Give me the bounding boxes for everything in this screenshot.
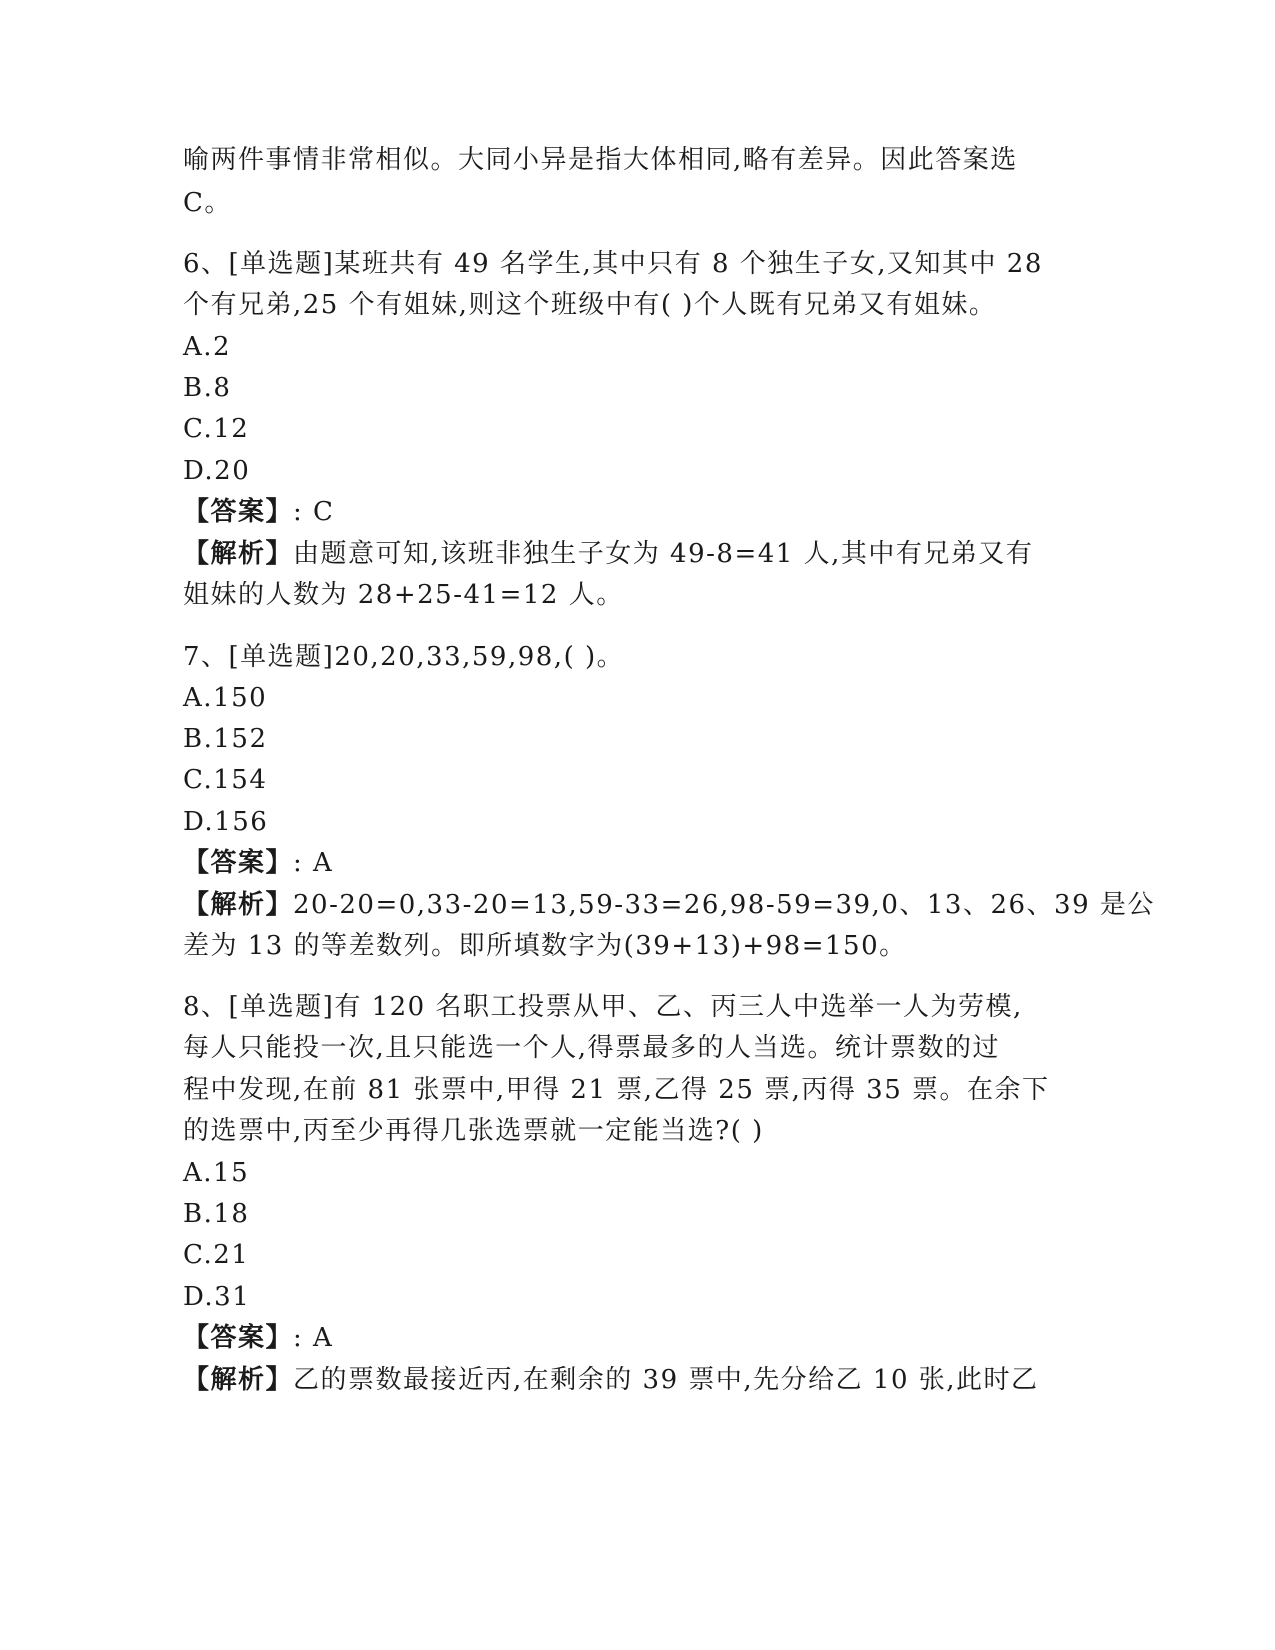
analysis-label: 【解析】 bbox=[183, 890, 294, 920]
analysis-text: 20-20=0,33-20=13,59-33=26,98-59=39,0、13、26、39 是公 bbox=[293, 890, 1155, 920]
analysis-text: 乙的票数最接近丙,在剩余的 39 票中,先分给乙 10 张,此时乙 bbox=[293, 1365, 1039, 1395]
intro-line-2: C。 bbox=[183, 188, 232, 218]
answer-label: 【答案】 bbox=[183, 1323, 294, 1353]
question-8-stem-line-2: 每人只能投一次,且只能选一个人,得票最多的人当选。统计票数的过 bbox=[183, 1033, 1001, 1063]
question-6-stem-line-1: 6、[单选题]某班共有 49 名学生,其中只有 8 个独生子女,又知其中 28 bbox=[183, 249, 1043, 279]
question-8-answer bbox=[183, 1321, 333, 1355]
answer-label: 【答案】 bbox=[183, 497, 294, 527]
question-7-option-d: D.156 bbox=[183, 807, 269, 837]
question-7-analysis-line-1 bbox=[183, 888, 1155, 922]
answer-value: : A bbox=[293, 848, 334, 878]
question-8-stem-line-4: 的选票中,丙至少再得几张选票就一定能当选?( ) bbox=[183, 1116, 764, 1146]
question-6-stem-line-2: 个有兄弟,25 个有姐妹,则这个班级中有( )个人既有兄弟又有姐妹。 bbox=[183, 290, 997, 320]
question-7-option-b: B.152 bbox=[183, 724, 268, 754]
analysis-label: 【解析】 bbox=[183, 1365, 294, 1395]
question-8-option-d: D.31 bbox=[183, 1282, 251, 1312]
question-8-option-a: A.15 bbox=[183, 1158, 250, 1188]
answer-label: 【答案】 bbox=[183, 848, 294, 878]
question-7-option-c: C.154 bbox=[183, 765, 268, 795]
question-8-stem-line-3: 程中发现,在前 81 张票中,甲得 21 票,乙得 25 票,丙得 35 票。在余下 bbox=[183, 1075, 1050, 1105]
analysis-label: 【解析】 bbox=[183, 539, 294, 569]
question-8-option-c: C.21 bbox=[183, 1240, 250, 1270]
question-8-stem-line-1: 8、[单选题]有 120 名职工投票从甲、乙、丙三人中选举一人为劳模, bbox=[183, 992, 1023, 1022]
question-6-answer bbox=[183, 495, 334, 529]
question-6-option-c: C.12 bbox=[183, 414, 250, 444]
answer-value: : A bbox=[293, 1323, 334, 1353]
question-6-analysis-line-1 bbox=[183, 537, 1033, 571]
question-6-option-b: B.8 bbox=[183, 373, 232, 403]
question-6-analysis-line-2: 姐妹的人数为 28+25-41=12 人。 bbox=[183, 580, 624, 610]
question-6-option-a: A.2 bbox=[183, 332, 232, 362]
question-7-answer bbox=[183, 846, 333, 880]
analysis-text: 由题意可知,该班非独生子女为 49-8=41 人,其中有兄弟又有 bbox=[293, 539, 1034, 569]
question-7-stem-line-1: 7、[单选题]20,20,33,59,98,( )。 bbox=[183, 642, 625, 672]
answer-value: : C bbox=[293, 497, 335, 527]
intro-line-1: 喻两件事情非常相似。大同小异是指大体相同,略有差异。因此答案选 bbox=[183, 145, 1018, 175]
question-7-analysis-line-2: 差为 13 的等差数列。即所填数字为(39+13)+98=150。 bbox=[183, 931, 907, 961]
question-7-option-a: A.150 bbox=[183, 683, 268, 713]
question-8-analysis-line-1 bbox=[183, 1363, 1039, 1397]
question-8-option-b: B.18 bbox=[183, 1199, 250, 1229]
question-6-option-d: D.20 bbox=[183, 456, 251, 486]
